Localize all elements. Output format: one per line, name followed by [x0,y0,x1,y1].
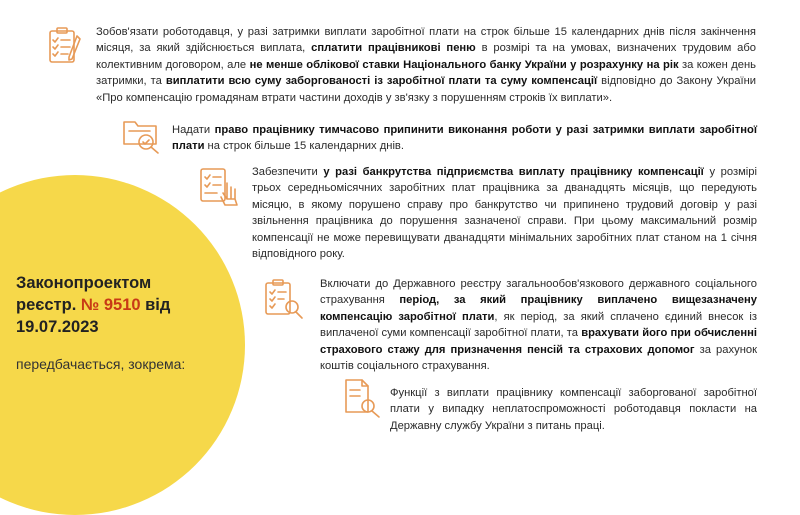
body-text: за рахунок коштів соціального страхування. [320,343,757,373]
bill-title-prefix: реєстр. [16,296,81,314]
emphasis-text: врахувати його при обчисленні страхового стажу для призначення пенсій та страхових допомог [320,327,757,356]
body-text: в розмірі та на умовах, визначених трудовим або колективним договором, але [96,42,756,71]
bill-title [16,272,206,338]
body-text: Функції з виплати працівнику компенсації заборгованої заробітної плати у випадку неплатоспроможності роботодавця покласти на Державну службу України з питань праці. [390,387,757,432]
emphasis-text: не менше облікової ставки Національного банку України у розрахунку на рік [249,58,679,71]
bill-title-suffix: від [140,296,171,314]
body-text: , як період, за який сплачено єдиний внесок із виплаченої суми компенсації заробітної плати, та [320,310,757,340]
folder-search-icon [120,112,164,156]
bill-date: 19.07.2023 [16,318,99,336]
body-text: на строк більше 15 календарних днів. [204,140,404,153]
body-text: Зобов'язати роботодавця, у разі затримки виплати заробітної плати на строк більше 15 календарних днів після закінчення місяця, за який здійснюється виплата, [96,26,756,55]
checklist-icon [44,26,84,66]
body-text: у розмірі трьох середньомісячних заробітних плат працівника за дванадцять місяців, що передують місяцю, в якому порушено справу про банкрутство чи припинено трудовий договір у разі звільнення працівника до порушення зазначеної справи. При цьому максимальний розмір компенсації не може перевищувати дванадцяти мінімальних заробітних плат станом на 1 січня відповідного року. [252,166,757,261]
emphasis-text: у разі банкрутства підприємства виплату працівнику компенсації [323,166,704,178]
bill-subtitle: передбачається, зокрема: [16,356,186,372]
provision-text [320,276,757,374]
checklist-search-icon [262,278,306,322]
body-text: відповідно до Закону України «Про компенсацію громадянам втрати частини доходів у зв'язку з порушенням строків їх виплати». [96,75,756,104]
emphasis-text: період, за який працівнику виплачено вищезазначену компенсацію заробітної плати [320,294,757,323]
document-search-icon [340,376,384,420]
provision-text [390,385,757,434]
body-text: Надати [172,124,215,136]
bill-number: № 9510 [80,296,141,314]
provision-text [172,122,757,155]
provision-text [252,164,757,262]
emphasis-text: виплатити всю суму заборгованості із заробітної плати та суму компенсації [165,75,598,88]
bill-summary [16,272,206,372]
body-text: Забезпечити [252,166,324,178]
document-hand-icon [197,165,241,209]
emphasis-text: право працівнику тимчасово припинити виконання роботи у разі затримки виплати заробітної плати [172,124,757,153]
emphasis-text: сплатити працівникові пеню [311,42,476,55]
body-text: Включати до Державного реєстру загальнообов'язкового державного соціального страхування [320,278,757,307]
body-text: за кожен день затримки, та [96,58,756,88]
bill-title-line1: Законопроектом [16,274,152,292]
provision-text [96,24,756,106]
